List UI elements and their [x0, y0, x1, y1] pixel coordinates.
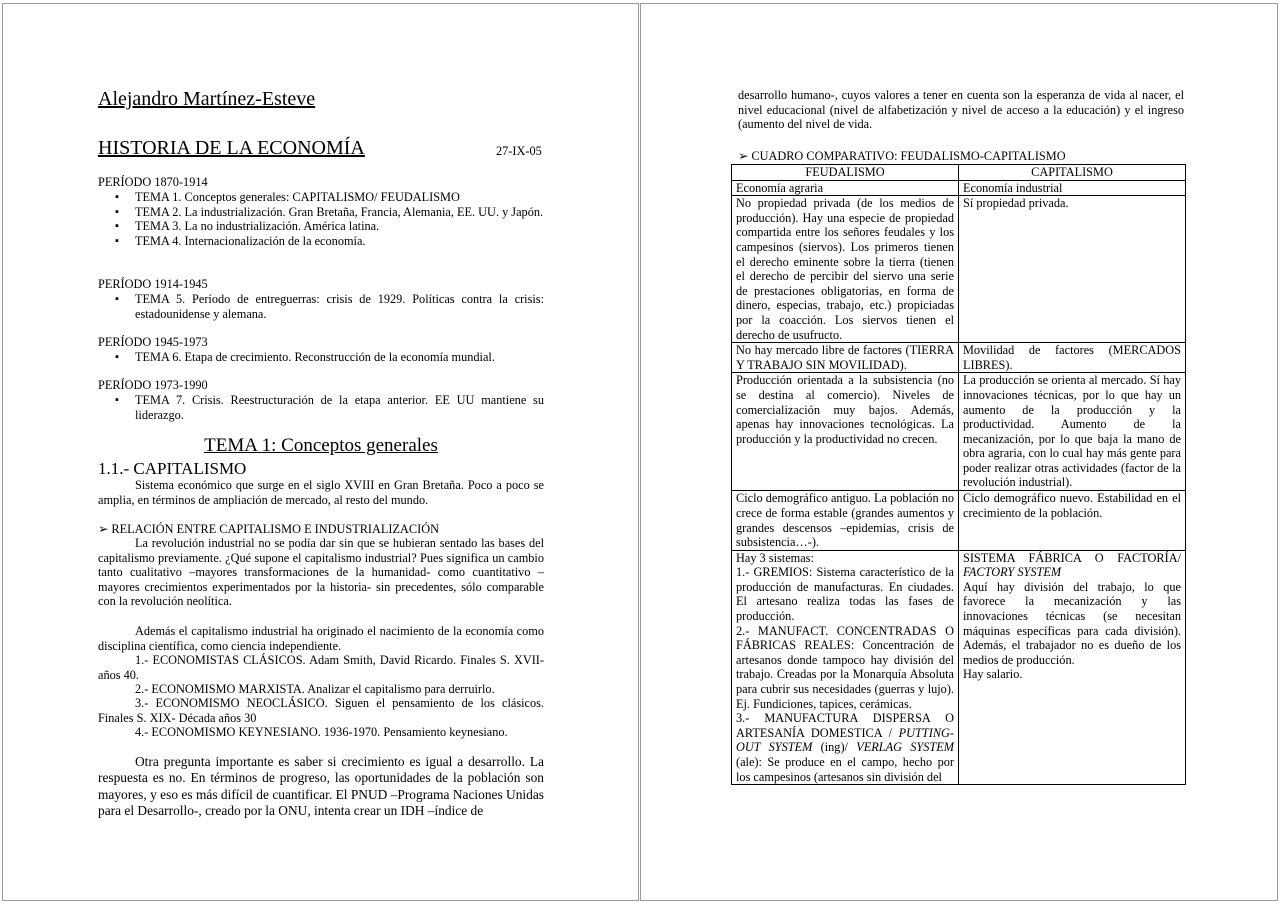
school-item: 3.- ECONOMISMO NEOCLÁSICO. Siguen el pensamiento de los clásicos. Finales S. XIX- Década años 30	[98, 696, 544, 725]
feudal-cell	[732, 550, 959, 785]
document-title: HISTORIA DE LA ECONOMÍA	[98, 137, 365, 159]
feudal-cell: Producción orientada a la subsistencia (no se destina al comercio). Niveles de comercialización muy bajos. Además, apenas hay innovaciones tecnológicas. La producción y la productividad no crecen.	[732, 373, 959, 491]
column-header: CAPITALISMO	[959, 165, 1186, 181]
topic-item: ▪ TEMA 2. La industrialización. Gran Bretaña, Francia, Alemania, EE. UU. y Japón.	[98, 205, 544, 220]
school-item: 4.- ECONOMISMO KEYNESIANO. 1936-1970. Pensamiento keynesiano.	[135, 725, 508, 739]
period-heading: PERÍODO 1914-1945	[98, 277, 208, 291]
system-item: 3.- MANUFACTURA DISPERSA O ARTESANÍA DOMESTICA / PUTTING-OUT SYSTEM (ing)/ VERLAG SYSTEM (ale): Se produce en el campo, hecho por los campesinos (artesanos sin división del	[736, 711, 954, 784]
salary-note: Hay salario.	[963, 667, 1023, 682]
period-heading: PERÍODO 1870-1914	[98, 175, 208, 189]
period-heading: PERÍODO 1945-1973	[98, 335, 208, 349]
table-header-row	[732, 165, 1186, 181]
topic-item: ▪ TEMA 6. Etapa de crecimiento. Reconstrucción de la economía mundial.	[98, 350, 544, 365]
factory-heading: SISTEMA FÁBRICA O FACTORÍA/ FACTORY SYSTEM	[963, 550, 1181, 580]
period-topic-list	[98, 350, 544, 365]
capitalism-cell	[959, 550, 1186, 785]
period-topic-list	[98, 393, 544, 422]
relacion-heading: ➢ RELACIÓN ENTRE CAPITALISMO E INDUSTRIALIZACIÓN	[98, 522, 439, 536]
topic-item: ▪ TEMA 7. Crisis. Reestructuración de la etapa anterior. EE UU mantiene su liderazgo.	[98, 393, 544, 422]
column-header: FEUDALISMO	[732, 165, 959, 181]
ademas-paragraph: Además el capitalismo industrial ha originado el nacimiento de la economía como disciplina científica, como ciencia independiente.	[98, 624, 544, 653]
topic-item: ▪ TEMA 3. La no industrialización. América latina.	[98, 219, 544, 234]
school-item: 1.- ECONOMISTAS CLÁSICOS. Adam Smith, David Ricardo. Finales S. XVII-años 40.	[98, 653, 544, 682]
system-item: 2.- MANUFACT. CONCENTRADAS O FÁBRICAS REALES: Concentración de artesanos donde tampoco hay división del trabajo. Creadas por la Monarquía Absoluta para cubrir sus necesidades (guerras y lujo). Ej. Fundiciones, tapices, cerámicas.	[736, 623, 954, 711]
table-row	[732, 343, 1186, 373]
feudal-cell: Economía agraria	[732, 180, 959, 196]
table-row	[732, 491, 1186, 550]
topic-item: ▪ TEMA 1. Conceptos generales: CAPITALISMO/ FEUDALISMO	[98, 190, 544, 205]
period-topic-list	[98, 190, 544, 248]
tema1-heading: TEMA 1: Conceptos generales	[204, 435, 438, 456]
table-row	[732, 180, 1186, 196]
cuadro-heading: ➢ CUADRO COMPARATIVO: FEUDALISMO-CAPITALISMO	[738, 149, 1066, 163]
table-row	[732, 550, 1186, 785]
capitalism-cell: La producción se orienta al mercado. Sí hay innovaciones técnicas, por lo que hay un aumento de la producción y la productividad. Aumento de la mecanización, por lo que baja la mano de obra agraria, con lo cual hay más gente para poder realizar otras actividades (factor de la revolución industrial).	[959, 373, 1186, 491]
comparison-table	[731, 164, 1186, 785]
systems-intro: Hay 3 sistemas:	[736, 550, 814, 565]
continuation-paragraph: desarrollo humano-, cuyos valores a tener en cuenta son la esperanza de vida al nacer, el nivel educacional (nivel de alfabetización y nivel de acceso a la educación) y el ingreso (aumento del nivel de vida.	[738, 88, 1184, 132]
otra-paragraph: Otra pregunta importante es saber si crecimiento es igual a desarrollo. La respuesta es no. En términos de progreso, las oportunidades de la población son mayores, y eso es más difícil de cuantificar. El PNUD –Programa Naciones Unidas para el Desarrollo-, creado por la ONU, intenta crear un IDH –índice de	[98, 754, 544, 819]
school-item: 2.- ECONOMISMO MARXISTA. Analizar el capitalismo para derruirlo.	[135, 682, 495, 696]
capitalism-cell: Sí propiedad privada.	[959, 196, 1186, 343]
topic-item: ▪ TEMA 5. Período de entreguerras: crisis de 1929. Políticas contra la crisis: estadounidense y alemana.	[98, 292, 544, 321]
relacion-paragraph: La revolución industrial no se podía dar sin que se hubieran sentado las bases del capitalismo previamente. ¿Qué supone el capitalismo industrial? Pues significa un cambio tanto cualitativo –mayores transformaciones de la humanidad- como cuantitativo –mayores crecimientos experimentados por la historia- sin precedentes, sólo comparable con la revolución neolítica.	[98, 536, 544, 609]
period-topic-list	[98, 292, 544, 321]
factory-description: Aquí hay división del trabajo, lo que favorece la mecanización y las innovaciones técnicas (se necesitan máquinas específicas para cada división). Además, el trabajador no es dueño de los medios de producción.	[963, 579, 1181, 667]
capitalism-cell: Movilidad de factores (MERCADOS LIBRES).	[959, 343, 1186, 373]
table-row	[732, 373, 1186, 491]
feudal-cell: No propiedad privada (de los medios de producción). Hay una especie de propiedad compartida entre los señores feudales y los campesinos (siervos). Los primeros tienen el derecho eminente sobre la tierra (tienen el derecho de percibir del siervo una serie de prestaciones obligatorias, en forma de dinero, especias, trabajo, etc.) propiciadas por la coacción. Los siervos tienen el derecho de usufructo.	[732, 196, 959, 343]
feudal-cell: Ciclo demográfico antiguo. La población no crece de forma estable (grandes aumentos y grandes descensos –epidemias, crisis de subsistencia…-).	[732, 491, 959, 550]
author-name: Alejandro Martínez-Esteve	[98, 88, 316, 110]
topic-item: ▪ TEMA 4. Internacionalización de la economía.	[98, 234, 544, 249]
page-left	[2, 3, 639, 901]
capitalism-cell: Economía industrial	[959, 180, 1186, 196]
system-item: 1.- GREMIOS: Sistema característico de la producción de manufacturas. En ciudades. El artesano realiza todas las fases de producción.	[736, 565, 954, 624]
document-date: 27-IX-05	[496, 144, 542, 158]
page-right	[640, 3, 1278, 901]
period-heading: PERÍODO 1973-1990	[98, 378, 208, 392]
table-row	[732, 196, 1186, 343]
feudal-cell: No hay mercado libre de factores (TIERRA Y TRABAJO SIN MOVILIDAD).	[732, 343, 959, 373]
capitalism-cell: Ciclo demográfico nuevo. Estabilidad en el crecimiento de la población.	[959, 491, 1186, 550]
capitalismo-paragraph: Sistema económico que surge en el siglo XVIII en Gran Bretaña. Poco a poco se amplia, en términos de ampliación de mercado, al resto del mundo.	[98, 478, 544, 507]
section-heading: 1.1.- CAPITALISMO	[98, 459, 247, 478]
